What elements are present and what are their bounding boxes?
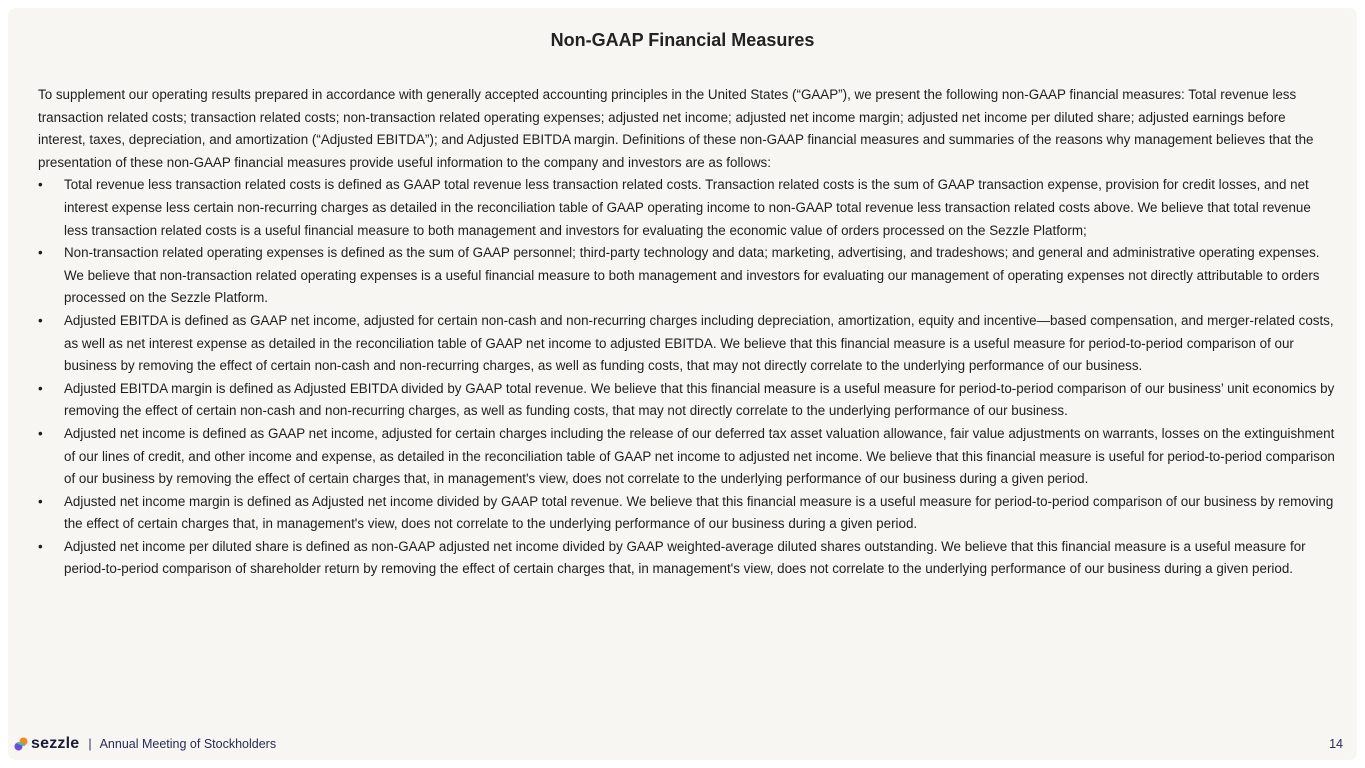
bullet-icon: • bbox=[38, 245, 43, 261]
bullet-icon: • bbox=[38, 425, 43, 441]
meeting-label: Annual Meeting of Stockholders bbox=[99, 737, 277, 751]
bullet-text: Adjusted EBITDA margin is defined as Adjusted EBITDA divided by GAAP total revenue. We believe that this financial measure is a useful measure for period-to-period comparison of our business’ unit economics by removing the effect of certain non-cash and non-recurring charges, as well as funding costs, that may not directly correlate to the underlying performance of our business. bbox=[64, 380, 1335, 419]
list-item bbox=[38, 174, 1335, 242]
footer-separator: | bbox=[88, 737, 92, 751]
bullet-icon: • bbox=[38, 538, 43, 554]
bullet-icon: • bbox=[38, 380, 43, 396]
bullet-icon: • bbox=[38, 493, 43, 509]
intro-paragraph: To supplement our operating results prepared in accordance with generally accepted accounting principles in the United States (“GAAP”), we present the following non-GAAP financial measures: Total revenue less transaction related costs; transaction related costs; non-transaction related operating expenses; adjusted net income; adjusted net income margin; adjusted net income per diluted share; adjusted earnings before interest, taxes, depreciation, and amortization (“Adjusted EBITDA”); and Adjusted EBITDA margin. Definitions of these non-GAAP financial measures and summaries of the reasons why management believes that the presentation of these non-GAAP financial measures provide useful information to the company and investors are as follows: bbox=[38, 87, 1314, 170]
bullet-text: Total revenue less transaction related costs is defined as GAAP total revenue less transaction related costs. Transaction related costs is the sum of GAAP transaction expense, provision for credit losses, and net interest expense less certain non-recurring charges as detailed in the reconciliation table of GAAP operating income to non-GAAP total revenue less transaction related costs above. We believe that total revenue less transaction related costs is a useful financial measure to both management and investors for evaluating the economic value of orders processed on the Sezzle Platform; bbox=[64, 177, 1311, 238]
bullet-text: Adjusted net income per diluted share is defined as non-GAAP adjusted net income divided by GAAP weighted-average diluted shares outstanding. We believe that this financial measure is a useful measure for period-to-period comparison of shareholder return by removing the effect of certain charges that, in management's view, does not correlate to the underlying performance of our business during a given period. bbox=[64, 538, 1306, 577]
sezzle-logo-icon bbox=[14, 737, 28, 751]
list-item bbox=[38, 491, 1335, 536]
bullet-icon: • bbox=[38, 177, 43, 193]
list-item bbox=[38, 423, 1335, 491]
list-item bbox=[38, 310, 1335, 378]
sezzle-logo bbox=[14, 734, 79, 754]
definitions-list bbox=[38, 174, 1335, 581]
list-item bbox=[38, 536, 1335, 581]
slide bbox=[8, 8, 1357, 760]
bullet-text: Adjusted net income is defined as GAAP net income, adjusted for certain charges including the release of our deferred tax asset valuation allowance, fair value adjustments on warrants, losses on the extinguishment of our lines of credit, and other income and expense, as detailed in the reconciliation table of GAAP net income to adjusted net income. We believe that this financial measure is useful for period-to-period comparison of our business by removing the effect of certain charges that, in management's view, does not correlate to the underlying performance of our business during a given period. bbox=[64, 425, 1335, 487]
bullet-text: Non-transaction related operating expenses is defined as the sum of GAAP personnel; third-party technology and data; marketing, advertising, and tradeshows; and general and administrative operating expenses. We believe that non-transaction related operating expenses is a useful financial measure to both management and investors for evaluating our management of operating expenses not directly attributable to orders processed on the Sezzle Platform. bbox=[64, 245, 1320, 306]
list-item bbox=[38, 242, 1335, 310]
footer bbox=[14, 734, 1343, 754]
logo-wordmark: sezzle bbox=[31, 735, 80, 752]
bullet-icon: • bbox=[38, 312, 43, 328]
page-number: 14 bbox=[1329, 737, 1343, 751]
bullet-text: Adjusted EBITDA is defined as GAAP net income, adjusted for certain non-cash and non-recurring charges including depreciation, amortization, equity and incentive—based compensation, and merger-related costs, as well as net interest expense as detailed in the reconciliation table of GAAP net income to adjusted EBITDA. We believe that this financial measure is a useful measure for period-to-period comparison of our business by removing the effect of certain non-cash and non-recurring charges, as well as funding costs, that may not directly correlate to the underlying performance of our business. bbox=[64, 312, 1334, 374]
bullet-text: Adjusted net income margin is defined as Adjusted net income divided by GAAP total revenue. We believe that this financial measure is a useful measure for period-to-period comparison of our business by removing the effect of certain charges that, in management's view, does not correlate to the underlying performance of our business during a given period. bbox=[64, 493, 1334, 532]
list-item bbox=[38, 378, 1335, 423]
slide-body bbox=[38, 84, 1335, 581]
page-title: Non-GAAP Financial Measures bbox=[550, 30, 815, 50]
